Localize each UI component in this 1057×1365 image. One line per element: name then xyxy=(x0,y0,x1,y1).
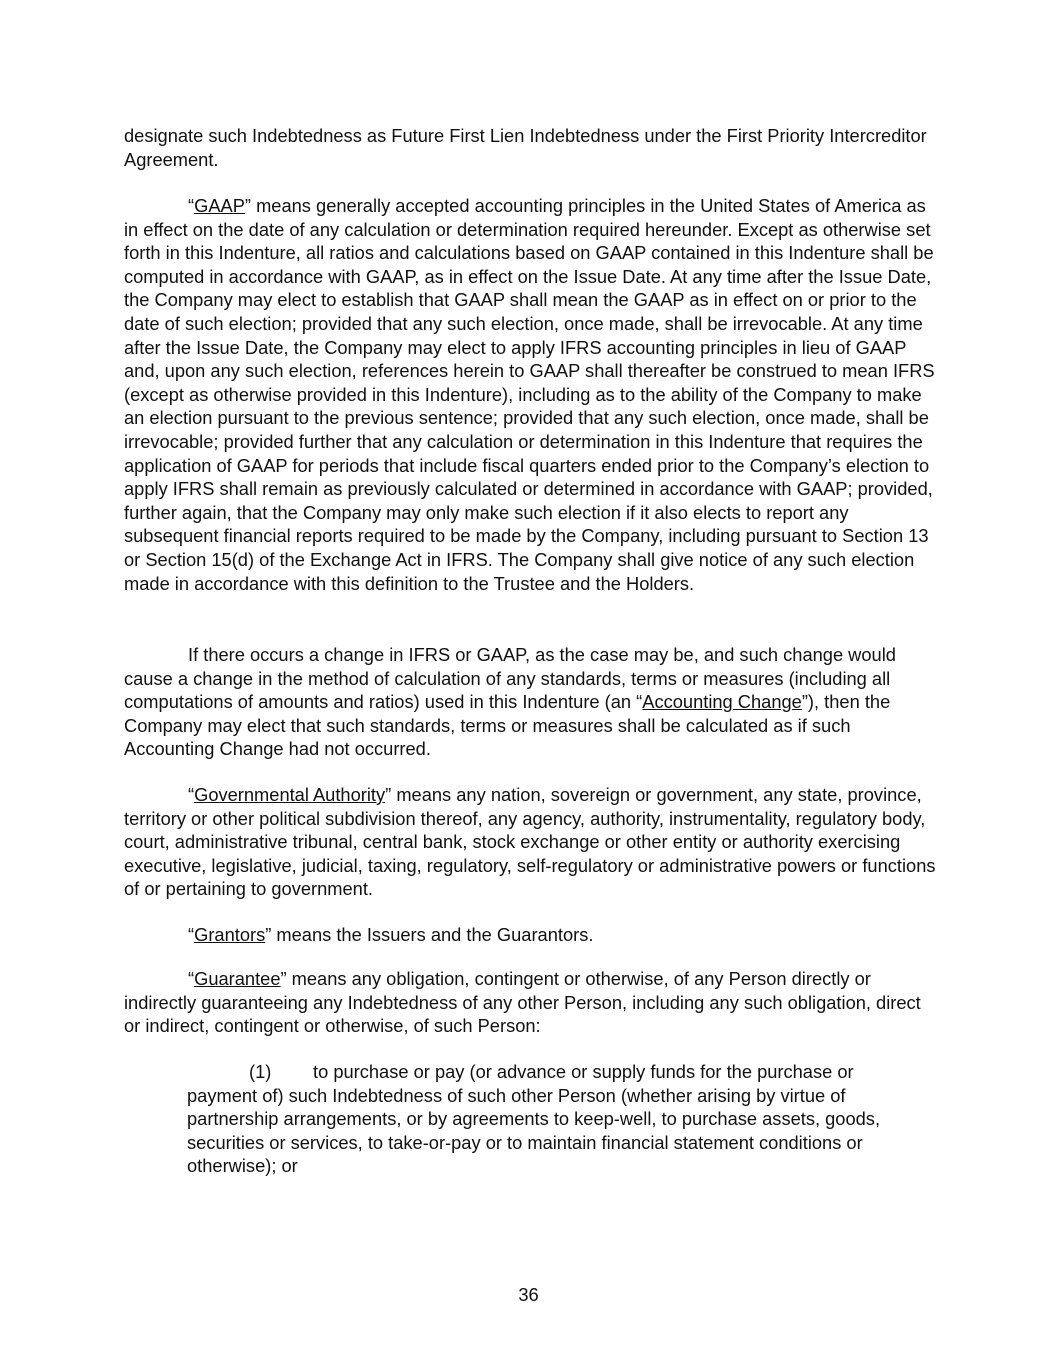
open-quote: “ xyxy=(188,195,195,216)
defined-term-grantors: Grantors xyxy=(194,924,266,945)
close-quote: ” xyxy=(280,968,287,989)
close-quote: ” xyxy=(385,784,392,805)
open-quote: “ xyxy=(188,784,195,805)
paragraph-text: designate such Indebtedness as Future First Lien Indebtedness under the First Priority Intercreditor Agreement. xyxy=(124,125,927,170)
list-item-1 xyxy=(187,1060,907,1178)
definition-gaap xyxy=(124,194,939,595)
close-quote: ” xyxy=(265,924,272,945)
page-number: 36 xyxy=(518,1284,539,1305)
list-item-text: to purchase or pay (or advance or supply funds for the purchase or payment of) such Indebtedness of such other Person (whether arising by virtue of partnership arrangements, or by agreements to keep-well, to purchase assets, goods, securities or services, to take-or-pay or to maintain financial statement conditions or otherwise); or xyxy=(187,1061,881,1177)
paragraph-continuation xyxy=(124,124,939,171)
open-quote: “ xyxy=(188,968,195,989)
definition-text: means any obligation, contingent or otherwise, of any Person directly or indirectly guaranteeing any Indebtedness of any other Person, including any such obligation, direct or indirect, contingent or otherwise, of such Person: xyxy=(124,968,921,1037)
defined-term-gaap: GAAP xyxy=(194,195,245,216)
definition-guarantee xyxy=(124,967,939,1038)
close-quote: ” xyxy=(244,195,251,216)
paragraph-text-before: If there occurs a change in IFRS or GAAP, as the case may be, and such change would cause a change in the method of calculation of any standards, terms or measures (including all computations of amounts and ratios) used in this Indenture (an “ xyxy=(124,644,896,713)
defined-term-accounting-change: Accounting Change xyxy=(642,691,802,713)
definition-grantors xyxy=(124,923,939,947)
list-item-number: (1) xyxy=(249,1061,272,1082)
definition-text: means any nation, sovereign or government, any state, province, territory or other political subdivision thereof, any agency, authority, instrumentality, regulatory body, court, administrative tribunal, central bank, stock exchange or other entity or authority exercising executive, legislative, judicial, taxing, regulatory, self-regulatory or administrative powers or functions of or pertaining to government. xyxy=(124,784,936,900)
paragraph-accounting-change xyxy=(124,643,939,761)
defined-term-guarantee: Guarantee xyxy=(194,968,281,989)
definition-text: means the Issuers and the Guarantors. xyxy=(271,924,594,945)
open-quote: “ xyxy=(188,924,195,945)
definition-text: means generally accepted accounting principles in the United States of America as in effect on the date of any calculation or determination required hereunder. Except as otherwise set forth in this Indenture, all ratios and calculations based on GAAP contained in this Indenture shall be computed in accordance with GAAP, as in effect on the Issue Date. At any time after the Issue Date, the Company may elect to establish that GAAP shall mean the GAAP as in effect on or prior to the date of such election; provided that any such election, once made, shall be irrevocable. At any time after the Issue Date, the Company may elect to apply IFRS accounting principles in lieu of GAAP and, upon any such election, references herein to GAAP shall thereafter be construed to mean IFRS (except as otherwise provided in this Indenture), including as to the ability of the Company to make an election pursuant to the previous sentence; provided that any such election, once made, shall be irrevocable; provided further that any calculation or determination in this Indenture that requires the application of GAAP for periods that include fiscal quarters ended prior to the Company’s election to apply IFRS shall remain as previously calculated or determined in accordance with GAAP; provided, further again, that the Company may only make such election if it also elects to report any subsequent financial reports required to be made by the Company, including pursuant to Section 13 or Section 15(d) of the Exchange Act in IFRS. The Company shall give notice of any such election made in accordance with this definition to the Trustee and the Holders. xyxy=(124,195,935,594)
defined-term-governmental-authority: Governmental Authority xyxy=(194,784,386,805)
definition-governmental-authority xyxy=(124,783,939,901)
paragraph-text-after: ”), then the Company may elect that such standards, terms or measures shall be calculated as if such Accounting Change had not occurred. xyxy=(124,691,891,760)
